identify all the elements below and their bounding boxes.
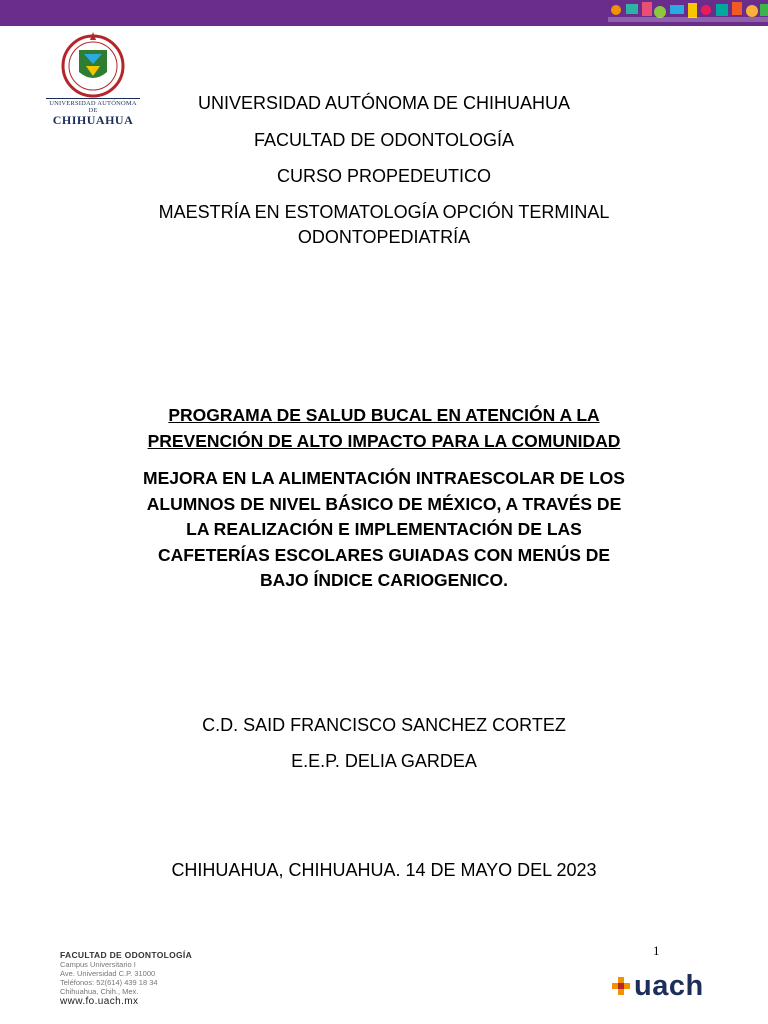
plus-icon [610, 975, 632, 997]
program-title-line-2: PREVENCIÓN DE ALTO IMPACTO PARA LA COMUNIDAD [147, 431, 621, 451]
project-title-line-5: BAJO ÍNDICE CARIOGENICO. [260, 570, 508, 590]
header-program-line-1: MAESTRÍA EN ESTOMATOLOGÍA OPCIÓN TERMINAL [158, 202, 610, 222]
logo-line-2: CHIHUAHUA [52, 113, 134, 127]
program-title-line-1: PROGRAMA DE SALUD BUCAL EN ATENCIÓN A LA [168, 405, 600, 425]
project-title-line-3: LA REALIZACIÓN E IMPLEMENTACIÓN DE LAS [186, 519, 582, 539]
page-number: 1 [653, 943, 660, 958]
header-faculty: FACULTAD DE ODONTOLOGÍA [253, 130, 515, 150]
header-program-line-2: ODONTOPEDIATRÍA [297, 227, 471, 247]
header-course: CURSO PROPEDEUTICO [276, 166, 492, 186]
uach-brand [610, 966, 704, 1006]
footer-line: Campus Universitario I [60, 960, 136, 969]
uach-wordmark: uach [634, 970, 704, 1002]
footer-contact [60, 950, 260, 1007]
header-university: UNIVERSIDAD AUTÓNOMA DE CHIHUAHUA [197, 93, 571, 113]
project-title-line-1: MEJORA EN LA ALIMENTACIÓN INTRAESCOLAR DE LOS [143, 468, 625, 488]
footer-title: FACULTAD DE ODONTOLOGÍA [60, 950, 193, 960]
author-2: E.E.P. DELIA GARDEA [291, 751, 477, 771]
footer-line: Ave. Universidad C.P. 31000 [60, 969, 156, 978]
place-date: CHIHUAHUA, CHIHUAHUA. 14 DE MAYO DEL 2023 [171, 860, 597, 880]
decorative-pattern [608, 0, 768, 26]
project-title-line-4: CAFETERÍAS ESCOLARES GUIADAS CON MENÚS DE [157, 545, 611, 565]
footer-line: Chihuahua, Chih., Mex. [60, 987, 139, 996]
logo-line-1: UNIVERSIDAD AUTÓNOMA DE [46, 98, 140, 114]
top-color-band [0, 0, 768, 26]
footer-website: www.fo.uach.mx [60, 996, 139, 1007]
project-title-line-2: ALUMNOS DE NIVEL BÁSICO DE MÉXICO, A TRAVÉS DE [146, 494, 622, 514]
footer-line: Teléfonos: 52(614) 439 18 34 [60, 978, 158, 987]
author-1: C.D. SAID FRANCISCO SANCHEZ CORTEZ [202, 715, 566, 735]
